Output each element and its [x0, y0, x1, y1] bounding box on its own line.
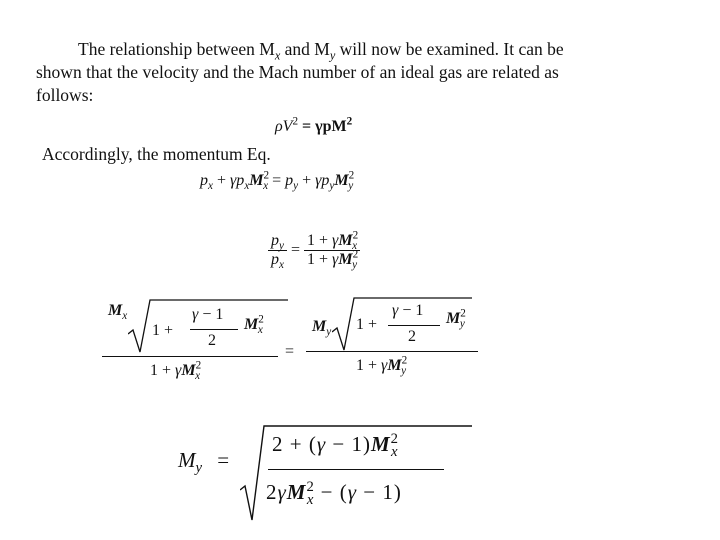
left-gamma-frac-den: 2: [208, 332, 216, 349]
intro-line-2: shown that the velocity and the Mach number of an ideal gas are related as: [36, 62, 559, 82]
left-main-fraction-line: [102, 356, 278, 357]
intro-line-1: The relationship between $M_x$ and $M_y$ will now be examined. It can be: [78, 39, 564, 63]
final-fraction-line: [268, 469, 444, 470]
right-radicand-one: 1 +: [356, 316, 378, 333]
middle-equals: =: [285, 343, 295, 360]
left-radicand-one: 1 +: [152, 322, 174, 339]
accordingly-text: Accordingly, the momentum Eq.: [42, 144, 271, 164]
right-denominator: $1 + \gamma M^2_y$: [356, 354, 408, 378]
left-mach-term: $M^2_x$: [244, 313, 264, 337]
right-main-fraction-line: [306, 351, 478, 352]
right-gamma-frac-num: γ − 1: [392, 302, 424, 319]
final-lhs: $M_y$ =: [178, 448, 230, 477]
intro-line-3: follows:: [36, 85, 94, 105]
left-gamma-frac-num: γ − 1: [192, 306, 224, 323]
mach-ratio-fraction: $\frac{1 + \gamma M^2_x}{1 + \gamma M^2_y}$: [304, 232, 360, 269]
pressure-ratio-equation: $\frac{p_y}{p_x}$ = $\frac{1 + \gamma M^2_x}{1 + \gamma M^2_y}$: [268, 232, 360, 269]
pressure-ratio-fraction: $\frac{p_y}{p_x}$: [268, 232, 287, 269]
right-gamma-frac-den: 2: [408, 328, 416, 345]
final-denominator: $2\gamma M^2_x - (\gamma - 1)$: [266, 479, 402, 509]
momentum-equation: $p_x + \gamma p_xM^2_x = p_y + \gamma p_yM^2_y$: [200, 169, 355, 193]
right-gamma-frac-line: [388, 325, 440, 326]
velocity-mach-relation: $\rho V^2 = \gamma pM^2$: [275, 115, 353, 135]
final-numerator: $2 + (\gamma - 1)M^2_x$: [272, 431, 399, 461]
intro-paragraph: [36, 38, 686, 107]
left-sqrt-expression: $M_x$: [108, 302, 128, 323]
left-gamma-frac-line: [190, 329, 238, 330]
left-denominator: $1 + \gamma M^2_x$: [150, 359, 202, 383]
right-sqrt-expression: $M_y$: [312, 318, 332, 339]
right-mach-term: $M^2_y$: [446, 307, 466, 331]
